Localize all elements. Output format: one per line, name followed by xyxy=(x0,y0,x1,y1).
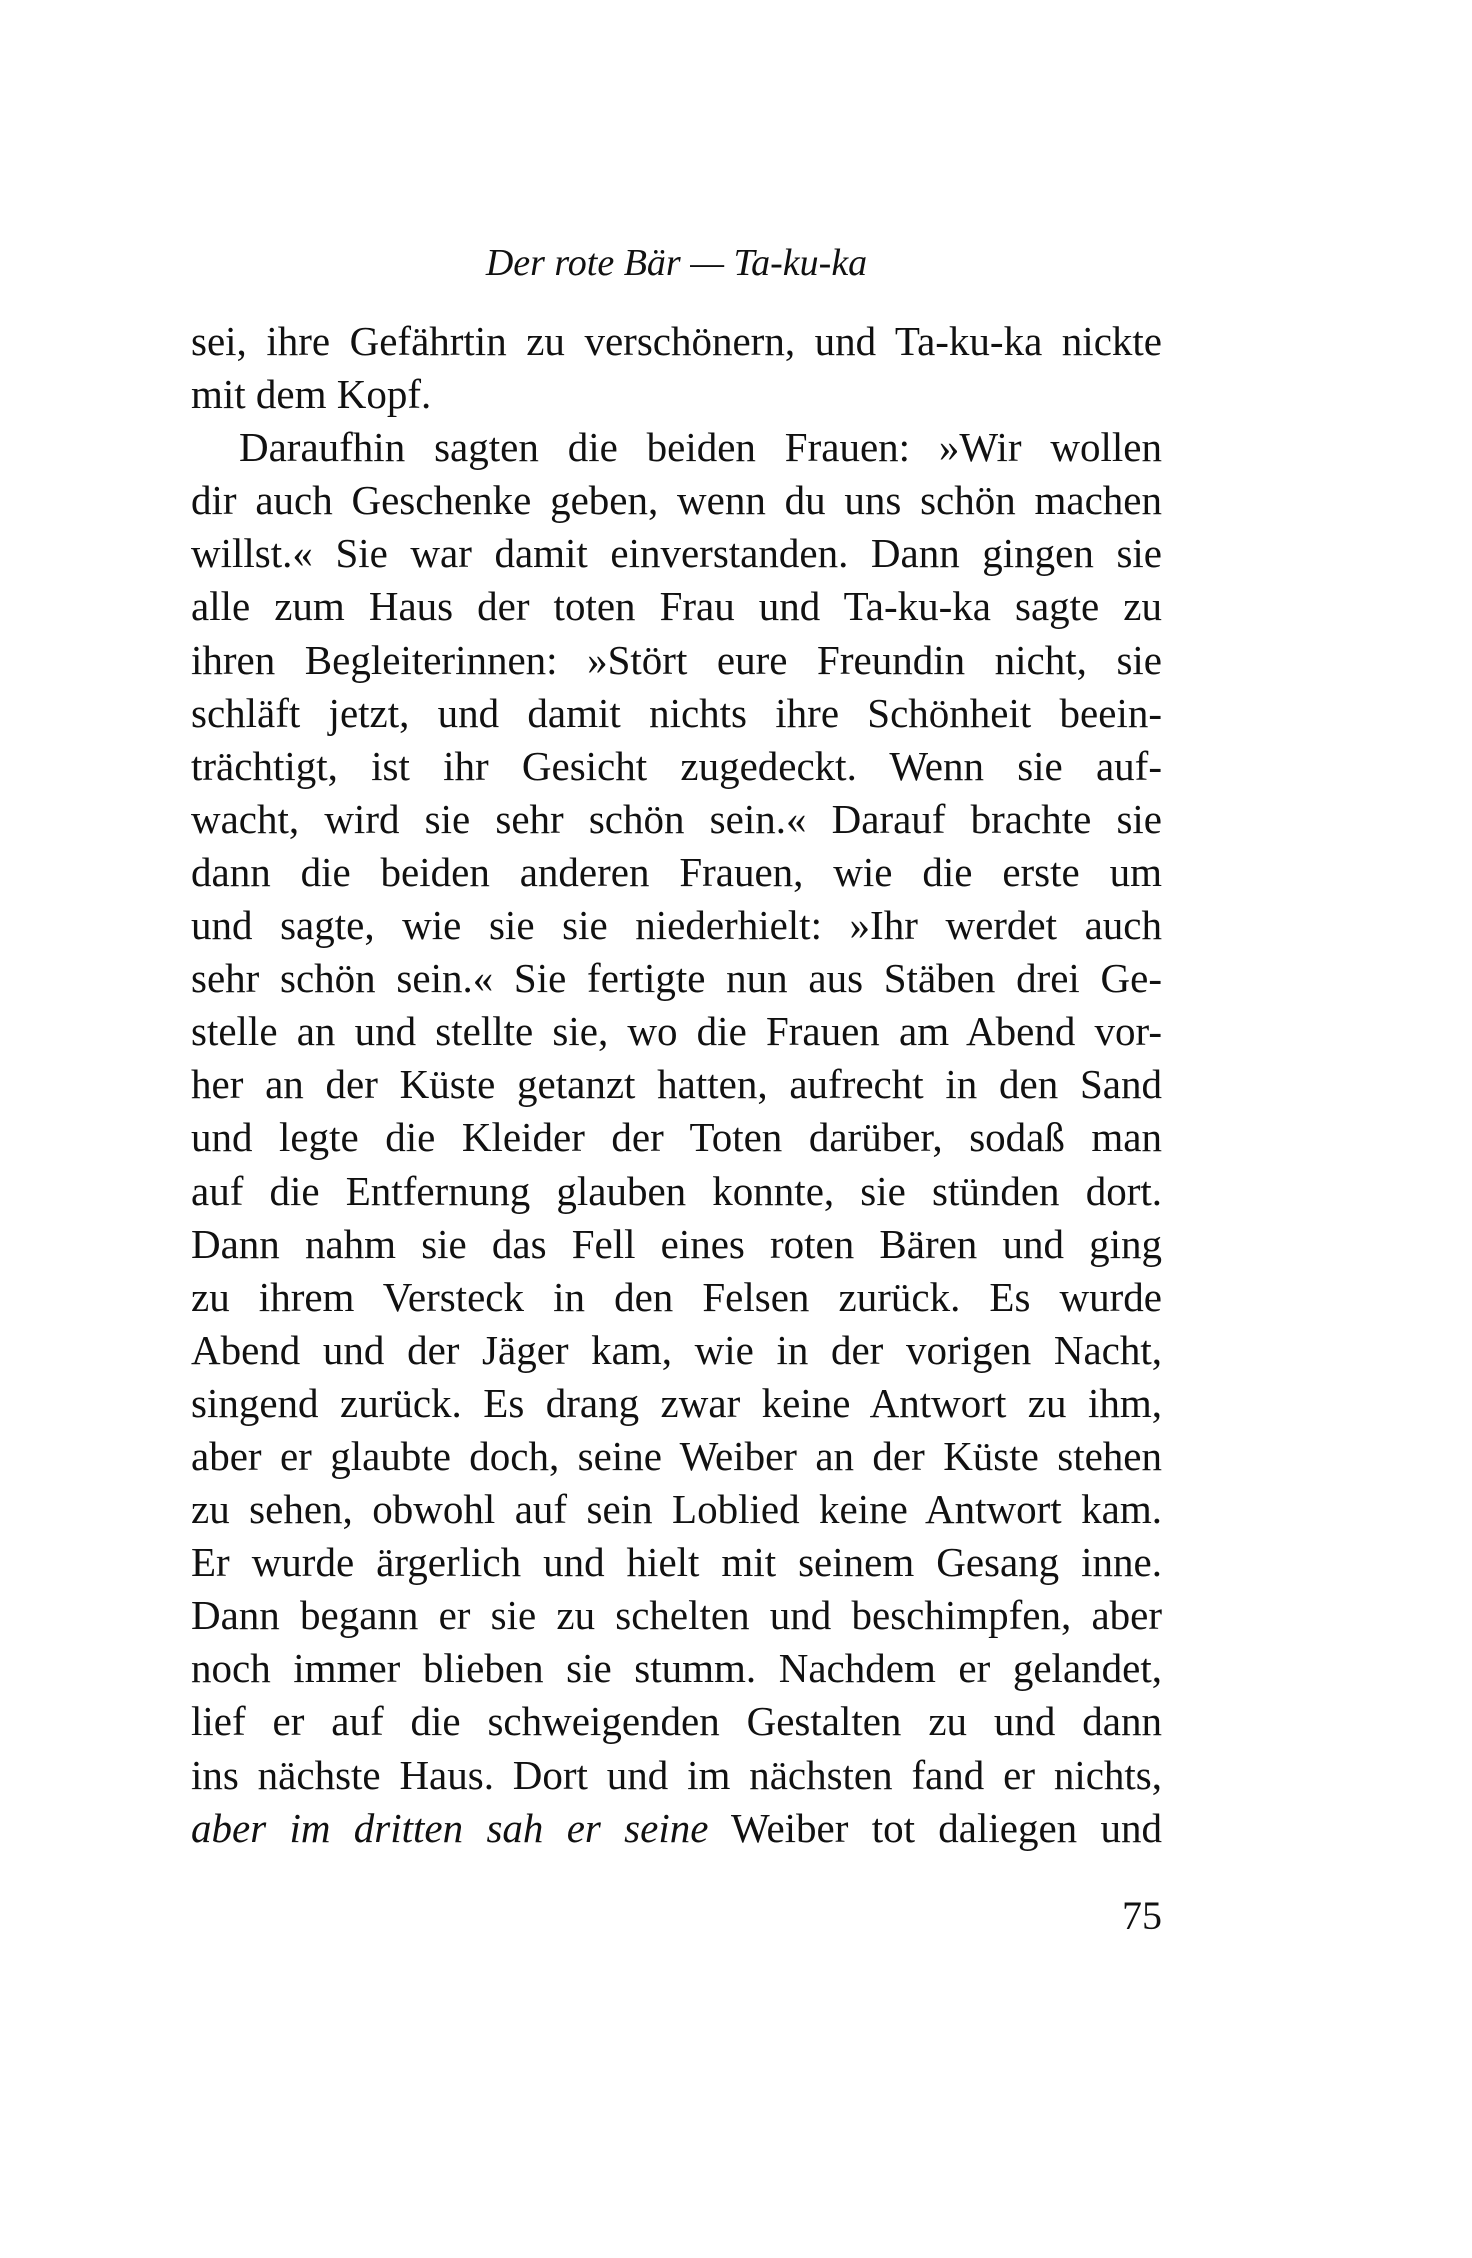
body-text xyxy=(191,315,1162,1855)
text-line: noch immer blieben sie stumm. Nachdem er gelandet, xyxy=(191,1645,1162,1692)
text-line: und legte die Kleider der Toten darüber, sodaß man xyxy=(191,1114,1162,1161)
text-line: Er wurde ärgerlich und hielt mit seinem Gesang inne. xyxy=(191,1539,1162,1586)
text-line: wacht, wird sie sehr schön sein.« Darauf brachte sie xyxy=(191,795,1162,842)
text: Weiber tot daliegen und xyxy=(731,1804,1163,1851)
text-line: Dann nahm sie das Fell eines roten Bären und ging xyxy=(191,1220,1162,1267)
text-line: her an der Küste getanzt hatten, aufrecht in den Sand xyxy=(191,1061,1162,1108)
text-line: alle zum Haus der toten Frau und Ta-ku-ka sagte zu xyxy=(191,583,1162,630)
text-line: dir auch Geschenke geben, wenn du uns schön machen xyxy=(191,477,1162,524)
text-line: sei, ihre Gefährtin zu verschönern, und Ta-ku-ka nickte xyxy=(191,318,1162,364)
text-line: Abend und der Jäger kam, wie in der vorigen Nacht, xyxy=(191,1326,1162,1373)
text-line xyxy=(191,1802,1162,1855)
text-line: zu ihrem Versteck in den Felsen zurück. Es wurde xyxy=(191,1273,1162,1320)
text-line: ins nächste Haus. Dort und im nächsten fand er nichts, xyxy=(191,1751,1162,1798)
text-line: trächtigt, ist ihr Gesicht zugedeckt. Wenn sie auf- xyxy=(191,742,1162,789)
text-line: zu sehen, obwohl auf sein Loblied keine Antwort kam. xyxy=(191,1486,1162,1533)
text-line: und sagte, wie sie sie niederhielt: »Ihr werdet auch xyxy=(191,902,1162,949)
text-line: dann die beiden anderen Frauen, wie die erste um xyxy=(191,848,1162,895)
text-line: stelle an und stellte sie, wo die Frauen am Abend vor- xyxy=(191,1008,1162,1055)
text-line: lief er auf die schweigenden Gestalten zu und dann xyxy=(191,1698,1162,1745)
text-line: Daraufhin sagten die beiden Frauen: »Wir wollen xyxy=(239,424,1162,471)
text-line: auf die Entfernung glauben konnte, sie stünden dort. xyxy=(191,1167,1162,1214)
running-header: Der rote Bär — Ta-ku-ka xyxy=(485,242,868,284)
text-line: sehr schön sein.« Sie fertigte nun aus Stäben drei Ge- xyxy=(191,955,1162,1002)
italic-text: aber im dritten sah er seine xyxy=(191,1804,709,1851)
text-line: aber er glaubte doch, seine Weiber an der Küste stehen xyxy=(191,1432,1162,1479)
text-line: singend zurück. Es drang zwar keine Antwort zu ihm, xyxy=(191,1379,1162,1426)
page-number: 75 xyxy=(1122,1893,1162,1938)
text-line: mit dem Kopf. xyxy=(191,371,432,418)
text-line: willst.« Sie war damit einverstanden. Dann gingen sie xyxy=(191,530,1162,577)
text-line: schläft jetzt, und damit nichts ihre Schönheit beein- xyxy=(191,689,1162,736)
text-line: Dann begann er sie zu schelten und beschimpfen, aber xyxy=(191,1592,1162,1639)
text-line: ihren Begleiterinnen: »Stört eure Freundin nicht, sie xyxy=(191,636,1162,683)
